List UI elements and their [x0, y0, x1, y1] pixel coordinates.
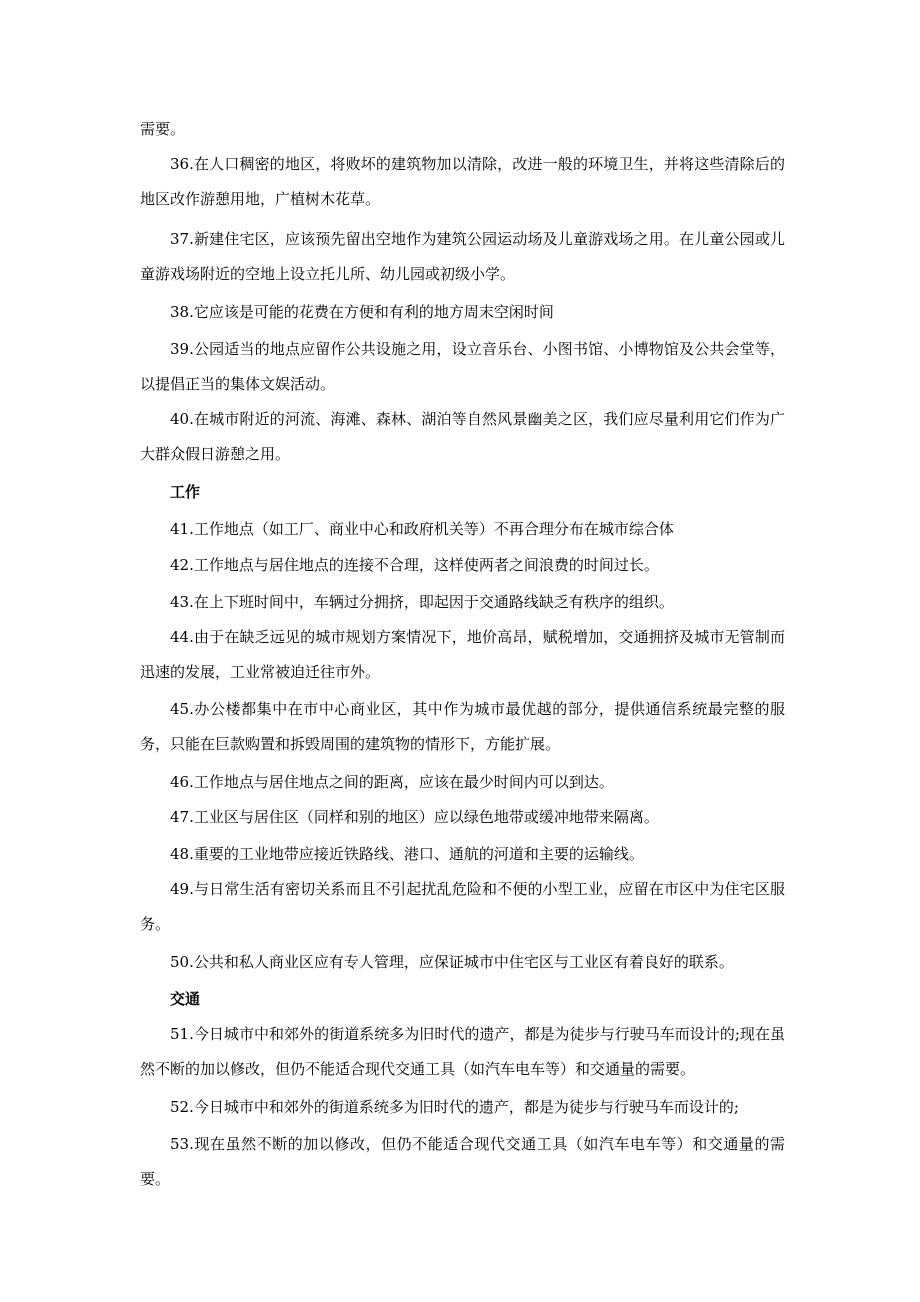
paragraph-37: 37.新建住宅区，应该预先留出空地作为建筑公园运动场及儿童游戏场之用。在儿童公园或儿童游戏场附近的空地上设立托儿所、幼儿园或初级小学。 [140, 230, 785, 283]
paragraph-49: 49.与日常生活有密切关系而且不引起扰乱危险和不便的小型工业，应留在市区中为住宅区服务。 [140, 880, 785, 933]
paragraph-36: 36.在人口稠密的地区，将败坏的建筑物加以清除，改进一般的环境卫生，并将这些清除后的地区改作游憩用地，广植树木花草。 [140, 155, 785, 208]
paragraph-46: 46.工作地点与居住地点之间的距离，应该在最少时间内可以到达。 [170, 773, 614, 791]
paragraph-44: 44.由于在缺乏远见的城市规划方案情况下，地价高昂，赋税增加，交通拥挤及城市无管制而迅速的发展，工业常被迫迁往市外。 [140, 628, 785, 681]
paragraph-40: 40.在城市附近的河流、海滩、森林、湖泊等自然风景幽美之区，我们应尽量利用它们作为广大群众假日游憩之用。 [140, 410, 785, 463]
paragraph-48: 48.重要的工业地带应接近铁路线、港口、通航的河道和主要的运输线。 [170, 845, 644, 863]
paragraph-47: 47.工业区与居住区（同样和别的地区）应以绿色地带或缓冲地带来隔离。 [170, 808, 659, 826]
paragraph-45: 45.办公楼都集中在市中心商业区，其中作为城市最优越的部分，提供通信系统最完整的服务，只能在巨款购置和拆毁周围的建筑物的情形下，方能扩展。 [140, 700, 785, 753]
paragraph-53: 53.现在虽然不断的加以修改，但仍不能适合现代交通工具（如汽车电车等）和交通量的需要。 [140, 1135, 785, 1188]
paragraph-52: 52.今日城市中和郊外的街道系统多为旧时代的遗产，都是为徒步与行驶马车而设计的; [170, 1098, 739, 1116]
paragraph-51: 51.今日城市中和郊外的街道系统多为旧时代的遗产，都是为徒步与行驶马车而设计的;现在虽然不断的加以修改，但仍不能适合现代交通工具（如汽车电车等）和交通量的需要。 [140, 1025, 785, 1078]
paragraph-38: 38.它应该是可能的花费在方便和有利的地方周末空闲时间 [170, 303, 554, 321]
section-heading-traffic: 交通 [170, 990, 201, 1008]
paragraph-39: 39.公园适当的地点应留作公共设施之用，设立音乐台、小图书馆、小博物馆及公共会堂等，以提倡正当的集体文娱活动。 [140, 340, 785, 393]
paragraph-42: 42.工作地点与居住地点的连接不合理，这样使两者之间浪费的时间过长。 [170, 556, 659, 574]
paragraph-continuation: 需要。 [140, 120, 186, 138]
paragraph-50: 50.公共和私人商业区应有专人管理，应保证城市中住宅区与工业区有着良好的联系。 [170, 953, 734, 971]
paragraph-41: 41.工作地点（如工厂、商业中心和政府机关等）不再合理分布在城市综合体 [170, 520, 674, 538]
section-heading-work: 工作 [170, 483, 201, 501]
paragraph-43: 43.在上下班时间中，车辆过分拥挤，即起因于交通路线缺乏有秩序的组织。 [170, 593, 674, 611]
